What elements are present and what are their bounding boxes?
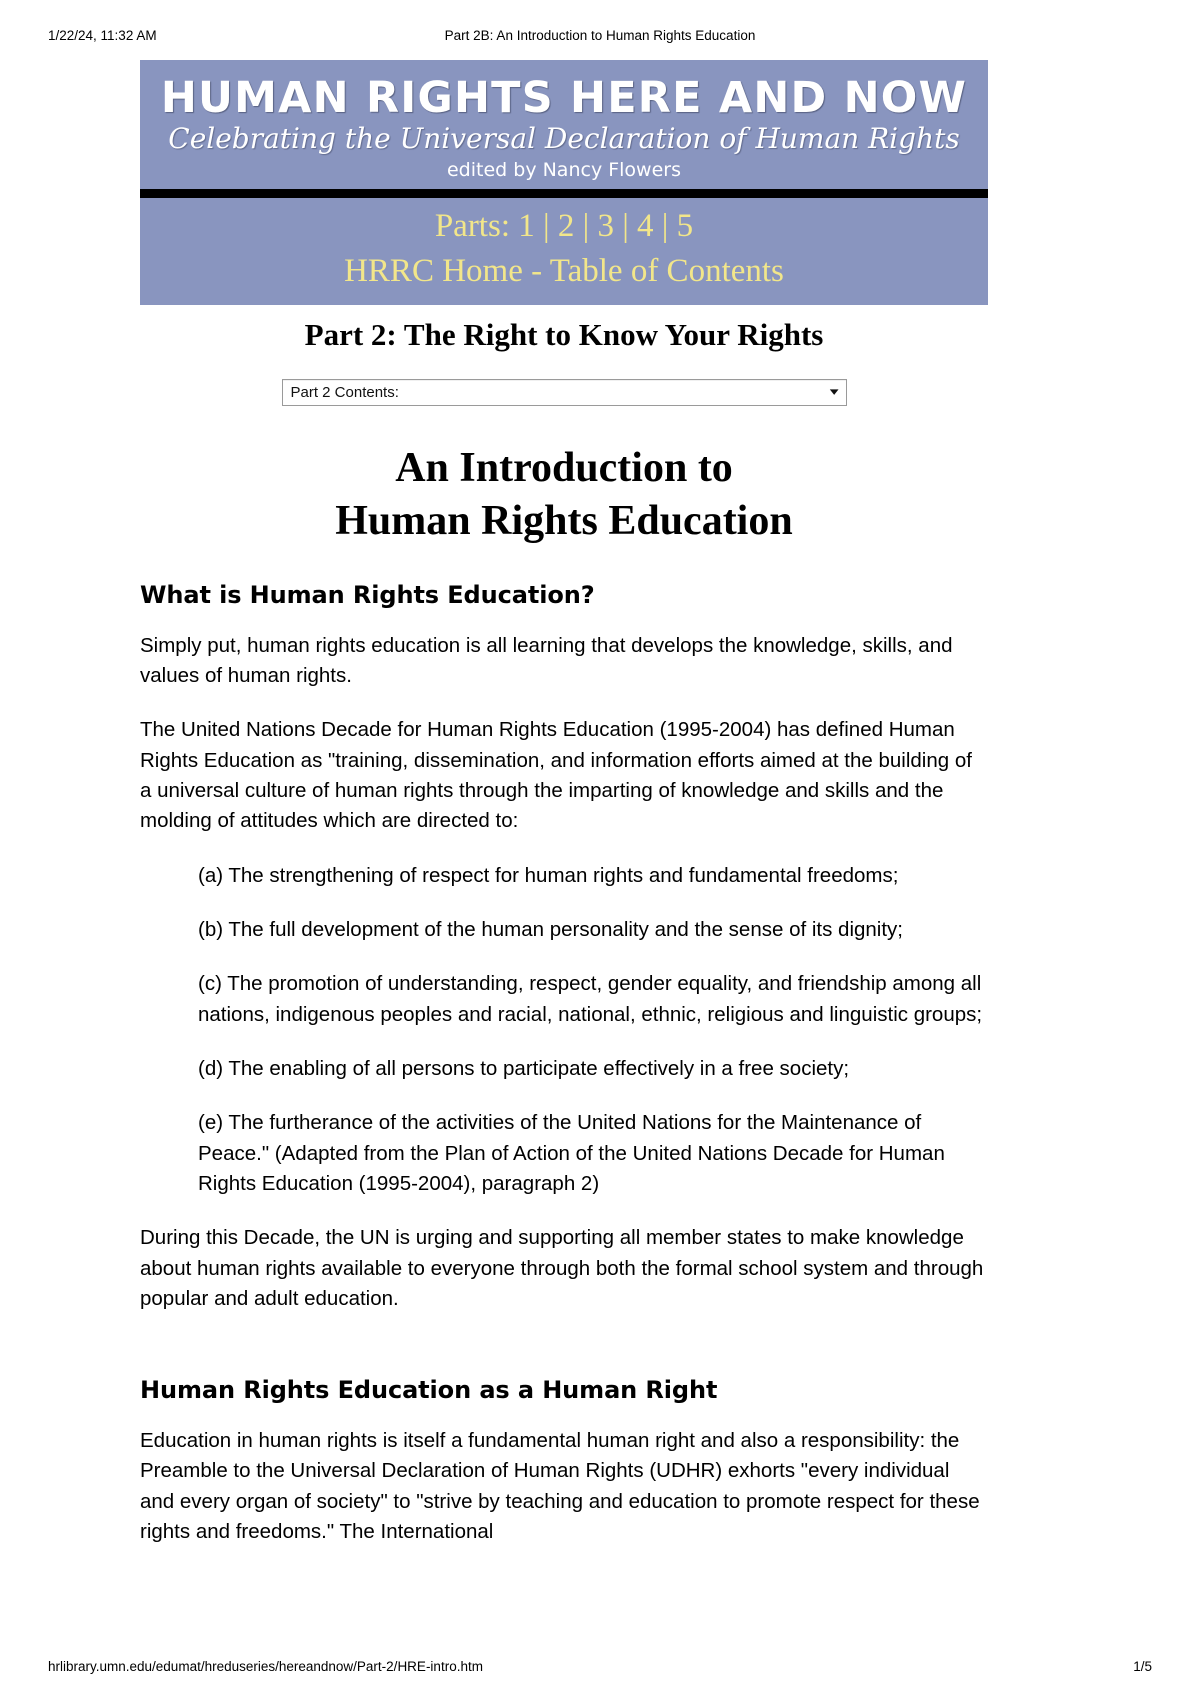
chevron-down-icon: ▾ <box>829 386 839 399</box>
print-doc-title: Part 2B: An Introduction to Human Rights Education <box>444 28 756 43</box>
page-content <box>140 60 1070 1571</box>
page-title-line1: An Introduction to <box>395 445 733 492</box>
paragraph: Simply put, human rights education is all learning that develops the knowledge, skills, and values of human rights. <box>140 633 953 687</box>
list-item: (c) The promotion of understanding, respect, gender equality, and friendship among all nations, indigenous peoples and racial, national, ethnic, religious and linguistic groups; <box>198 972 983 1026</box>
print-date: 1/22/24, 11:32 AM <box>48 28 157 43</box>
part-2-contents-select[interactable] <box>282 379 847 406</box>
section-heading-hre-as-human-right: Human Rights Education as a Human Right <box>140 1376 718 1405</box>
banner-nav-links[interactable]: HRRC Home - Table of Contents <box>344 252 784 289</box>
banner-nav[interactable] <box>140 198 988 305</box>
banner-nav-parts[interactable]: Parts: 1 | 2 | 3 | 4 | 5 <box>434 208 694 245</box>
print-header <box>48 28 1152 43</box>
contents-select-value: Part 2 Contents: <box>290 384 399 402</box>
paragraph: Education in human rights is itself a fundamental human right and also a responsibility: the Preamble to the Universal Declaration of Human Rights (UDHR) exhorts "every individual and every organ of society" to "strive by teaching and education to promote respect for these rights and freedoms." The International <box>140 1429 980 1544</box>
footer-page-number: 1/5 <box>1133 1659 1152 1674</box>
part-title: Part 2: The Right to Know Your Rights <box>304 317 824 353</box>
banner-editor: edited by Nancy Flowers <box>446 159 681 182</box>
print-footer <box>48 1659 1152 1674</box>
article-body <box>140 442 988 1547</box>
paragraph: The United Nations Decade for Human Rights Education (1995-2004) has defined Human Rights Education as "training, dissemination, and information efforts aimed at the building of a universal culture of human rights through the imparting of knowledge and skills and the molding of attitudes which are directed to: <box>140 718 972 833</box>
banner-subtitle: Celebrating the Universal Declaration of Human Rights <box>168 122 960 156</box>
list-item: (a) The strengthening of respect for human rights and fundamental freedoms; <box>198 863 899 887</box>
site-banner <box>140 60 988 305</box>
list-item: (d) The enabling of all persons to participate effectively in a free society; <box>198 1056 850 1080</box>
paragraph: During this Decade, the UN is urging and supporting all member states to make knowledge about human rights available to everyone through both the formal school system and through popular and adult education. <box>140 1226 984 1310</box>
contents-select-wrap <box>140 379 988 406</box>
footer-url: hrlibrary.umn.edu/edumat/hreduseries/hereandnow/Part-2/HRE-intro.htm <box>48 1659 483 1674</box>
section-heading-what-is-hre: What is Human Rights Education? <box>140 580 595 609</box>
banner-title: HUMAN RIGHTS HERE AND NOW <box>160 73 968 123</box>
list-item: (b) The full development of the human personality and the sense of its dignity; <box>198 917 904 941</box>
banner-divider <box>140 189 988 198</box>
page-title-line2: Human Rights Education <box>335 497 793 544</box>
list-item: (e) The furtherance of the activities of the United Nations for the Maintenance of Peace." (Adapted from the Plan of Action of the United Nations Decade for Human Rights Education (1995-2004), paragraph 2) <box>198 1111 945 1195</box>
page-title <box>140 442 988 546</box>
